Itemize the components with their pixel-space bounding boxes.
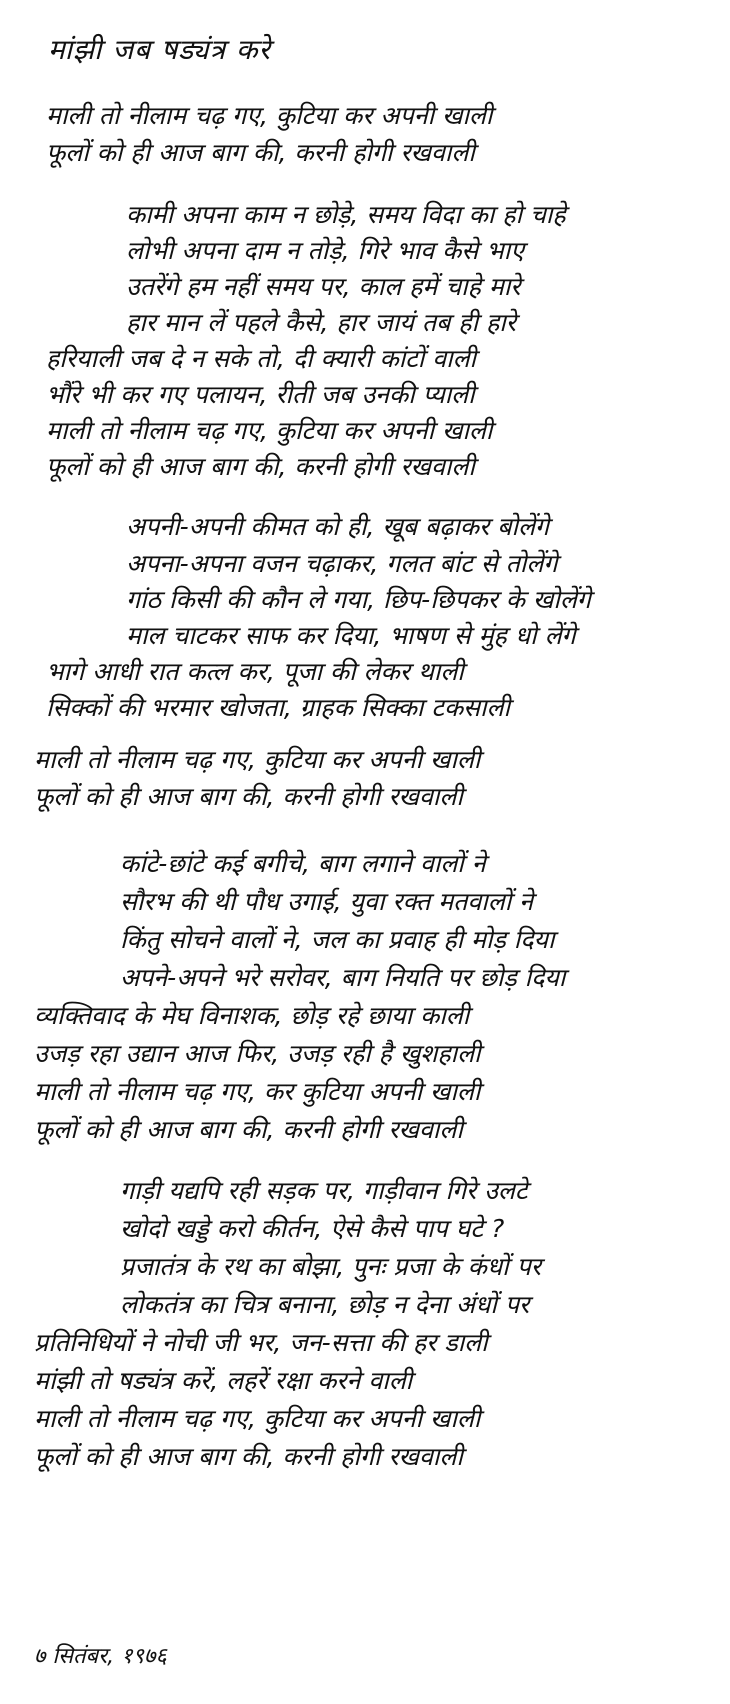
poem-line: उजड़ रहा उद्यान आज फिर, उजड़ रही है खुशहाली [34, 1039, 481, 1068]
poem-line: किंतु सोचने वालों ने, जल का प्रवाह ही मोड़ दिया [120, 925, 555, 954]
poem-line: माली तो नीलाम चढ़ गए, कर कुटिया अपनी खाली [34, 1077, 481, 1106]
poem-line: लोकतंत्र का चित्र बनाना, छोड़ न देना अंधों पर [120, 1290, 530, 1319]
poem-line: फूलों को ही आज बाग की, करनी होगी रखवाली [34, 1115, 463, 1144]
poem-line: लोभी अपना दाम न तोड़े, गिरे भाव कैसे भाए [126, 236, 525, 265]
poem-line: सिक्कों की भरमार खोजता, ग्राहक सिक्का टकसाली [46, 693, 510, 722]
poem-line: माली तो नीलाम चढ़ गए, कुटिया कर अपनी खाली [46, 416, 493, 445]
poem-line: फूलों को ही आज बाग की, करनी होगी रखवाली [34, 782, 463, 811]
poem-line: गाड़ी यद्यपि रही सड़क पर, गाड़ीवान गिरे उलटे [120, 1176, 528, 1205]
poem-line: माल चाटकर साफ कर दिया, भाषण से मुंह धो लेंगे [126, 621, 576, 650]
poem-line: व्यक्तिवाद के मेघ विनाशक, छोड़ रहे छाया काली [34, 1001, 470, 1030]
poem-line: भागे आधी रात कत्ल कर, पूजा की लेकर थाली [46, 657, 464, 686]
poem-line: खोदो खड्डे करो कीर्तन, ऐसे कैसे पाप घटे ? [120, 1214, 505, 1243]
poem-line: अपने-अपने भरे सरोवर, बाग नियति पर छोड़ दिया [120, 963, 566, 992]
poem-line: माली तो नीलाम चढ़ गए, कुटिया कर अपनी खाली [34, 745, 481, 774]
poem-title: मांझी जब षड्यंत्र करे [48, 33, 271, 66]
poem-line: अपनी-अपनी कीमत को ही, खूब बढ़ाकर बोलेंगे [126, 512, 549, 541]
poem-line: फूलों को ही आज बाग की, करनी होगी रखवाली [46, 138, 475, 167]
poem-line: प्रजातंत्र के रथ का बोझा, पुनः प्रजा के कंधों पर [120, 1252, 542, 1281]
poem-line: माली तो नीलाम चढ़ गए, कुटिया कर अपनी खाली [34, 1404, 481, 1433]
poem-line: फूलों को ही आज बाग की, करनी होगी रखवाली [46, 452, 475, 481]
poem-line: कामी अपना काम न छोड़े, समय विदा का हो चाहे [126, 200, 566, 229]
poem-line: गांठ किसी की कौन ले गया, छिप-छिपकर के खोलेंगे [126, 585, 591, 614]
poem-line: अपना-अपना वजन चढ़ाकर, गलत बांट से तोलेंगे [126, 549, 558, 578]
poem-line: फूलों को ही आज बाग की, करनी होगी रखवाली [34, 1442, 463, 1471]
poem-line: हार मान लें पहले कैसे, हार जायं तब ही हारे [126, 308, 516, 337]
poem-line: कांटे-छांटे कई बगीचे, बाग लगाने वालों ने [120, 849, 486, 878]
poem-line: भौंरे भी कर गए पलायन, रीती जब उनकी प्याली [46, 380, 475, 409]
poem-date: ७ सितंबर, १९७६ [34, 1644, 167, 1669]
poem-line: हरियाली जब दे न सके तो, दी क्यारी कांटों वाली [46, 344, 476, 373]
poem-line: सौरभ की थी पौध उगाई, युवा रक्त मतवालों ने [120, 887, 534, 916]
poem-line: माली तो नीलाम चढ़ गए, कुटिया कर अपनी खाली [46, 101, 493, 130]
poem-line: उतरेंगे हम नहीं समय पर, काल हमें चाहे मारे [126, 272, 521, 301]
poem-line: मांझी तो षड्यंत्र करें, लहरें रक्षा करने वाली [34, 1366, 413, 1395]
poem-line: प्रतिनिधियों ने नोची जी भर, जन-सत्ता की हर डाली [34, 1328, 488, 1357]
